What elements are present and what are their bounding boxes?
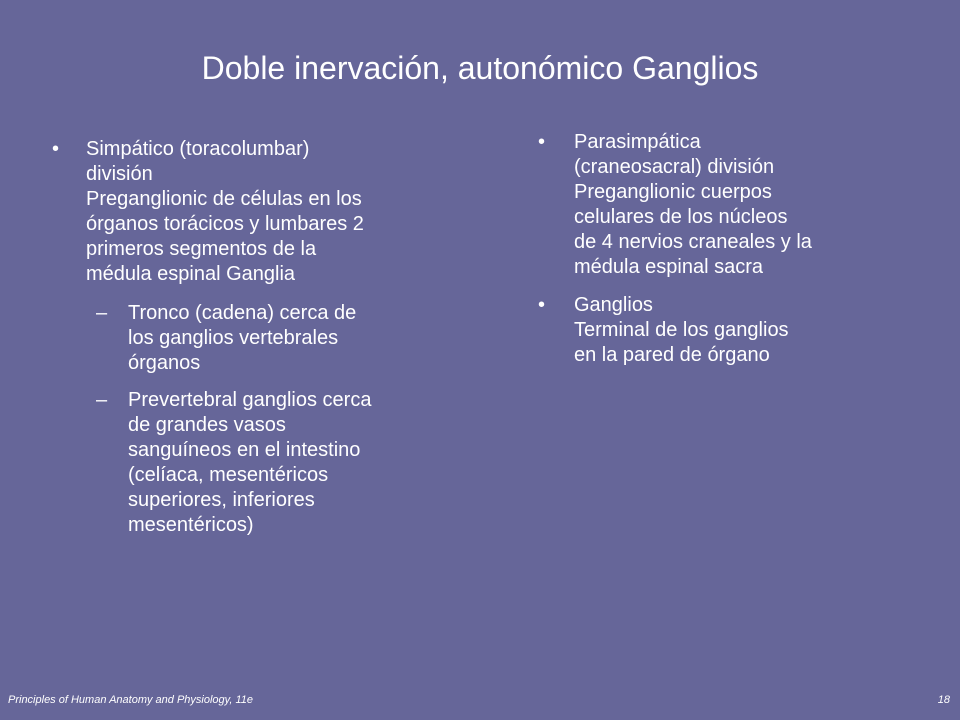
- sub-bullet-text: Prevertebral ganglios cerca de grandes vasos sanguíneos en el intestino (celíaca, mesentéricos superiores, inferiores mesentéricos): [128, 389, 372, 536]
- slide-title: Doble inervación, autonómico Ganglios: [201, 50, 759, 86]
- bullet-text: Parasimpática (craneosacral) división Preganglionic cuerpos celulares de los núcleos de 4 nervios craneales y la médula espinal sacra: [574, 131, 812, 278]
- bullet-mark: •: [538, 131, 546, 153]
- footer-source: Principles of Human Anatomy and Physiology, 11e: [8, 694, 253, 706]
- bullet-text: Ganglios Terminal de los ganglios en la pared de órgano: [574, 294, 789, 366]
- bullet-text: Simpático (toracolumbar) división Preganglionic de células en los órganos torácicos y lumbares 2 primeros segmentos de la médula espinal Ganglia: [86, 138, 364, 285]
- bullet-item: [538, 293, 930, 368]
- dash-mark: –: [96, 389, 108, 411]
- bullet-item: [52, 137, 472, 287]
- bullet-item: [538, 130, 930, 280]
- dash-mark: –: [96, 302, 108, 324]
- right-column: [538, 130, 930, 381]
- left-column: [52, 137, 472, 550]
- bullet-mark: •: [538, 294, 546, 316]
- sub-bullet-item: [52, 301, 472, 376]
- bullet-mark: •: [52, 138, 60, 160]
- sub-bullet-item: [52, 388, 472, 538]
- page-number: 18: [937, 694, 950, 706]
- sub-bullet-text: Tronco (cadena) cerca de los ganglios vertebrales órganos: [128, 302, 357, 374]
